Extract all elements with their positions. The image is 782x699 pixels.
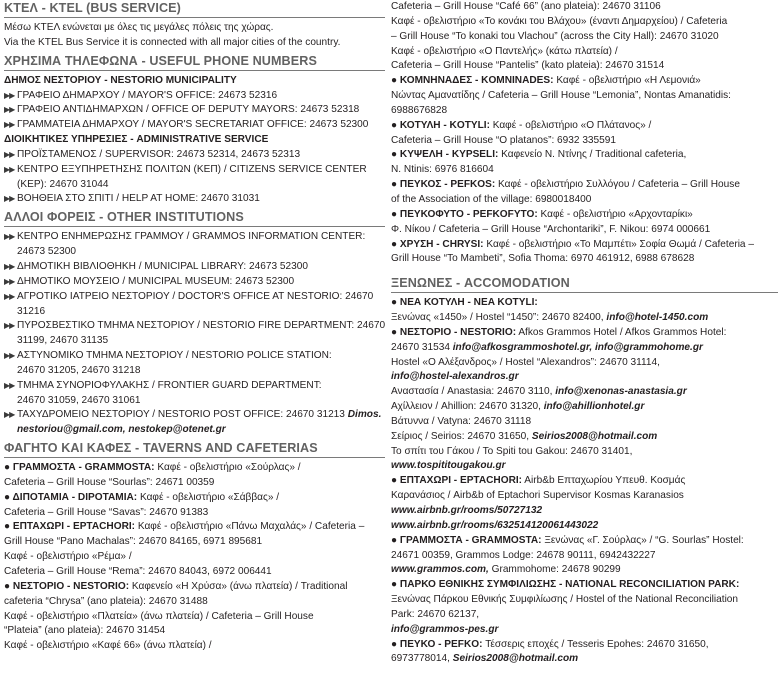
accommodation-heading: ΞΕΝΩΝΕΣ - ACCOMODATION (391, 275, 778, 293)
list-item: ● ΧΡΥΣΗ - CHRYSI: Καφέ - οβελιστήριο «Το Μαμπέτι» Σοφία Θωμά / Cafeteria – Grill House “To Mambeti”, Sofia Thoma: 6970 461912, 6988 678628 (391, 238, 754, 265)
double-arrow-icon: ▶▶ (4, 261, 15, 271)
list-item: ▶▶ ΤΜΗΜΑ ΣΥΝΟΡΙΟΦΥΛΑΚΗΣ / FRONTIER GUARD DEPARTMENT: 24670 31059, 24670 31061 (4, 379, 322, 406)
list-item: ▶▶ ΚΕΝΤΡΟ ΕΝΗΜΕΡΩΣΗΣ ΓΡΑΜΜΟΥ / GRAMMOS INFORMATION CENTER: 24673 52300 (4, 231, 366, 258)
ktel-line-english: Via the KTEL Bus Service it is connected with all major cities of the country. (4, 36, 341, 48)
list-item: ● ΝΕΑ ΚΟΤΥΛΗ - NEA KOTYLI: Ξενώνας «1450» / Hostel “1450”: 24670 82400, info@hotel-1450.com (391, 297, 709, 324)
list-item: ● ΓΡΑΜΜΟΣΤΑ - GRAMMOSTA: Καφέ - οβελιστήριο «Σούρλας» / Cafeteria – Grill House “Sourlas”: 24671 00359 (4, 462, 301, 488)
double-arrow-icon: ▶▶ (4, 120, 15, 130)
email-link[interactable]: info@ahillionhotel.gr (543, 401, 645, 413)
double-arrow-icon: ▶▶ (4, 194, 15, 204)
website-link[interactable]: www.airbnb.gr/rooms/632514120061443022 (391, 519, 599, 531)
post-email[interactable]: nestoriou@gmail.com, nestokep@otenet.gr (17, 424, 226, 436)
list-item: ▶▶ ΚΕΝΤΡΟ ΕΞΥΠΗΡΕΤΗΣΗΣ ΠΟΛΙΤΩΝ (ΚΕΠ) / CITIZENS SERVICE CENTER (ΚΕΡ): 24670 31044 (4, 163, 367, 190)
email-link[interactable]: info@afkosgrammoshotel.gr, info@grammohome.gr (452, 341, 703, 353)
website-link[interactable]: www.tospititougakou.gr (391, 460, 506, 472)
email-link[interactable]: Seirios2008@hotmail.com (531, 430, 658, 442)
email-link[interactable]: info@grammos-pes.gr (391, 623, 499, 635)
double-arrow-icon: ▶▶ (4, 232, 15, 242)
double-arrow-icon: ▶▶ (4, 380, 15, 390)
list-item: ▶▶ ΑΣΤΥΝΟΜΙΚΟ ΤΜΗΜΑ ΝΕΣΤΟΡΙΟΥ / NESTORIO POLICE STATION: 24670 31205, 24670 31218 (4, 350, 332, 376)
list-item: ▶▶ ΠΡΟΪΣΤΑΜΕΝΟΣ / SUPERVISOR: 24673 52314, 24673 52313 (4, 148, 385, 163)
website-link[interactable]: www.airbnb.gr/rooms/50727132 (391, 505, 543, 516)
website-link[interactable]: www.grammos.com, (391, 564, 489, 576)
double-arrow-icon: ▶▶ (4, 321, 15, 331)
list-item: ▶▶ ΔΗΜΟΤΙΚΟ ΜΟΥΣΕΙΟ / MUNICIPAL MUSEUM: 24673 52300 (4, 275, 385, 290)
double-arrow-icon: ▶▶ (4, 105, 15, 115)
list-item: ▶▶ ΑΓΡΟΤΙΚΟ ΙΑΤΡΕΙΟ ΝΕΣΤΟΡΙΟΥ / DOCTOR'S OFFICE AT NESTORIO: 24670 31216 (4, 290, 374, 317)
list-item: ▶▶ ΠΥΡΟΣΒΕΣΤΙΚΟ ΤΜΗΜΑ ΝΕΣΤΟΡΙΟΥ / NESTORIO FIRE DEPARTMENT: 24670 31199, 24670 31135 (4, 320, 386, 347)
list-item: ● ΠΕΥΚΟ - PEFKO: Τέσσερις εποχές / Tesseris Epohes: 24670 31650, 6973778014, Seirios2008@hotmail.com (391, 638, 709, 665)
double-arrow-icon: ▶▶ (4, 351, 15, 361)
municipality-title: ΔΗΜΟΣ ΝΕΣΤΟΡΙΟΥ - NESTORIO MUNICIPALITY (4, 74, 237, 86)
list-item: ● ΕΠΤΑΧΩΡΙ - EPTACHORI: Airb&b Επταχωρίου Υπευθ. Κοσμάς Καρανάσιος / Airb&b of Eptachori Supervisor Kosmas Karanasios www.airbnb.gr/rooms/50727132 www.airbnb.gr/rooms/632514120061443022 (391, 474, 778, 533)
double-arrow-icon: ▶▶ (4, 149, 15, 159)
list-item: ● ΓΡΑΜΜΟΣΤΑ - GRAMMOSTA: Ξενώνας «Γ. Σούρλας» / “G. Sourlas” Hostel: 24671 00359, Grammos Lodge: 24678 90111, 6942432227 www.grammos.com, Grammohome: 24678 90299 (391, 534, 744, 576)
list-item: ● ΚΟΤΥΛΗ - KOTYLI: Καφέ - οβελιστήριο «Ο Πλάτανος» / Cafeteria – Grill House “O platanos”: 6932 335591 (391, 119, 652, 146)
list-item: ▶▶ ΒΟΗΘΕΙΑ ΣΤΟ ΣΠΙΤΙ / HELP AT HOME: 24670 31031 (4, 192, 385, 207)
right-column (391, 0, 778, 667)
list-item: ● ΚΥΨΕΛΗ - KYPSELI: Καφενείο Ν. Ντίνης / Traditional cafeteria, N. Ntinis: 6976 816604 (391, 149, 687, 176)
ktel-heading: ΚΤΕΛ - KTEL (BUS SERVICE) (4, 0, 385, 18)
list-item: ● ΠΕΥΚΟΣ - PEFKOS: Καφέ - οβελιστήριο Συλλόγου / Cafeteria – Grill House of the Association of the village: 6980018400 (391, 179, 740, 205)
email-link[interactable]: info@hostel-alexandros.gr (391, 371, 519, 383)
taverns-section (4, 440, 385, 654)
double-arrow-icon: ▶▶ (4, 276, 15, 286)
list-item: ▶▶ ΓΡΑΦΕΙΟ ΑΝΤΙΔΗΜΑΡΧΩΝ / OFFICE OF DEPUTY MAYORS: 24673 52318 (4, 103, 385, 118)
list-item: ● ΝΕΣΤΟΡΙΟ - NESTORIO: Καφενείο «Η Χρύσα» (άνω πλατεία) / Traditional cafeteria “Chrysa” (ano plateia): 24670 31488 Καφέ - οβελιστήριο «Πλατεία» (άνω πλατεία) / Cafeteria – Grill House “Plateia” (ano plateia): 24670 31454 Καφέ - οβελιστήριο «Καφέ 66» (άνω πλατεία) / (4, 580, 348, 652)
institutions-heading: ΑΛΛΟΙ ΦΟΡΕΙΣ - OTHER INSTITUTIONS (4, 209, 385, 227)
taverns-continued: Cafeteria – Grill House “Café 66” (ano plateia): 24670 31106 Καφέ - οβελιστήριο «Το κονάκι του Βλάχου» (έναντι Δημαρχείου) / Cafeteria – Grill House “To konaki tou Vlachou” (across the City Hall): 24670 31020 Καφέ - οβελιστήριο «Ο Παντελής» (κάτω πλατεία) / Cafeteria – Grill House “Pantelis” (kato plateia): 24670 31514 ● ΚΟΜΝΗΝΑΔΕΣ - KOMNINADES: Καφέ - οβελιστήριο «Η Λεμονιά» Νώντας Αμανατίδης / Cafeteria – Grill House “Lemonia”, Nontas Amanatidis: 6988676828 ● ΚΟΤΥΛΗ - KOTYLI: Καφέ - οβελιστήριο «Ο Πλάτανος» / Cafeteria – Grill House “O platanos”: 6932 335591 ● ΚΥΨΕΛΗ - KYPSELI: Καφενείο Ν. Ντίνης / Traditional cafeteria, N. Ntinis: 6976 816604 ● ΠΕΥΚΟΣ - PEFKOS: Καφέ - οβελιστήριο Συλλόγου / Cafeteria – Grill House of the Association of the village: 6980018400 ● ΠΕΥΚΟΦΥΤΟ - PEFKOFYTO: Καφέ - οβελιστήριο «Αρχονταρίκι» Φ. Νίκου / Cafeteria – Grill House “Archontariki”, F. Nikou: 6974 000661 ● ΧΡΥΣΗ - CHRYSI: Καφέ - οβελιστήριο «Το Μαμπέτι» Σοφία Θωμά / Cafeteria – Grill House “To Mambeti”, Sofia Thoma: 6970 461912, 6988 678628 (391, 0, 778, 267)
list-item: ▶▶ ΤΑΧΥΔΡΟΜΕΙΟ ΝΕΣΤΟΡΙΟΥ / NESTORIO POST OFFICE: 24670 31213 Dimos. nestoriou@gmail.com, nestokep@otenet.gr (4, 408, 385, 438)
list-item: ● ΠΕΥΚΟΦΥΤΟ - PEFKOFYTO: Καφέ - οβελιστήριο «Αρχονταρίκι» Φ. Νίκου / Cafeteria – Grill House “Archontariki”, F. Nikou: 6974 000661 (391, 208, 711, 235)
double-arrow-icon: ▶▶ (4, 291, 15, 301)
email-link[interactable]: info@xenonas-anastasia.gr (555, 386, 687, 398)
ktel-line-greek: Μέσω ΚΤΕΛ ενώνεται με όλες τις μεγάλες πόλεις της χώρας. (4, 22, 274, 33)
left-column (4, 0, 385, 654)
double-arrow-icon: ▶▶ (4, 410, 15, 420)
list-item: ▶▶ ΔΗΜΟΤΙΚΗ ΒΙΒΛΙΟΘΗΚΗ / MUNICIPAL LIBRARY: 24673 52300 (4, 260, 385, 275)
institutions-section (4, 209, 385, 438)
list-item: ▶▶ ΓΡΑΦΕΙΟ ΔΗΜΑΡΧΟΥ / MAYOR'S OFFICE: 24673 52316 (4, 89, 385, 104)
email-link[interactable]: Seirios2008@hotmail.com (452, 653, 579, 665)
double-arrow-icon: ▶▶ (4, 90, 15, 100)
list-item: ● ΝΕΣΤΟΡΙΟ - NESTORIO: Afkos Grammos Hotel / Afkos Grammos Hotel: 24670 31534 info@afkosgrammoshotel.gr, info@grammohome.gr Hostel «Ο Αλέξανδρος» / Hostel “Alexandros”: 24670 31114, info@hostel-alexandros.gr Αναστασία / Anastasia: 24670 3110, info@xenonas-anastasia.gr Αχίλλειον / Ahillion: 24670 31320, info@ahillionhotel.gr Βάτυννα / Vatyna: 24670 31118 Σείριος / Seirios: 24670 31650, Seirios2008@hotmail.com Το σπίτι του Γάκου / To Spiti tou Gakou: 24670 31401, www.tospititougakou.gr (391, 326, 778, 474)
list-item: ● ΠΑΡΚΟ ΕΘΝΙΚΗΣ ΣΥΜΦΙΛΙΩΣΗΣ - NATIONAL RECONCILIATION PARK: Ξενώνας Πάρκου Εθνικής Συμφιλίωσης / Hostel of the National Reconciliation Park: 24670 62137, info@grammos-pes.gr (391, 578, 778, 637)
list-item: ● ΚΟΜΝΗΝΑΔΕΣ - KOMNINADES: Καφέ - οβελιστήριο «Η Λεμονιά» Νώντας Αμανατίδης / Cafeteria – Grill House “Lemonia”, Nontas Amanatidis: 6988676828 (391, 75, 731, 116)
list-item: ● ΕΠΤΑΧΩΡΙ - EPTACHORI: Καφέ - οβελιστήριο «Πάνω Μαχαλάς» / Cafeteria – Grill House “Pano Machalas”: 24670 84165, 6971 895681 Καφέ - οβελιστήριο «Ρέμα» / Cafeteria – Grill House “Rema”: 24670 84043, 6972 006441 (4, 521, 365, 577)
phones-section (4, 53, 385, 208)
list-item: ● ΔΙΠΟΤΑΜΙΑ - DIPOTAMIA: Καφέ - οβελιστήριο «Σάββας» / Cafeteria – Grill House “Savas”: 24670 91383 (4, 491, 280, 518)
post-email[interactable]: Dimos. (347, 409, 382, 421)
taverns-heading: ΦΑΓΗΤΟ ΚΑΙ ΚΑΦΕΣ - TAVERNS AND CAFETERIAS (4, 440, 385, 458)
email-link[interactable]: info@hotel-1450.com (606, 312, 709, 324)
double-arrow-icon: ▶▶ (4, 164, 15, 174)
accommodation-section (391, 275, 778, 667)
list-item: ▶▶ ΓΡΑΜΜΑΤΕΙΑ ΔΗΜΑΡΧΟΥ / MAYOR'S SECRETARIAT OFFICE: 24673 52300 (4, 118, 385, 133)
admin-title: ΔΙΟΙΚΗΤΙΚΕΣ ΥΠΗΡΕΣΙΕΣ - ADMINISTRATIVE SERVICE (4, 134, 269, 146)
phones-heading: ΧΡΗΣΙΜΑ ΤΗΛΕΦΩΝΑ - USEFUL PHONE NUMBERS (4, 53, 385, 71)
ktel-section (4, 0, 385, 51)
